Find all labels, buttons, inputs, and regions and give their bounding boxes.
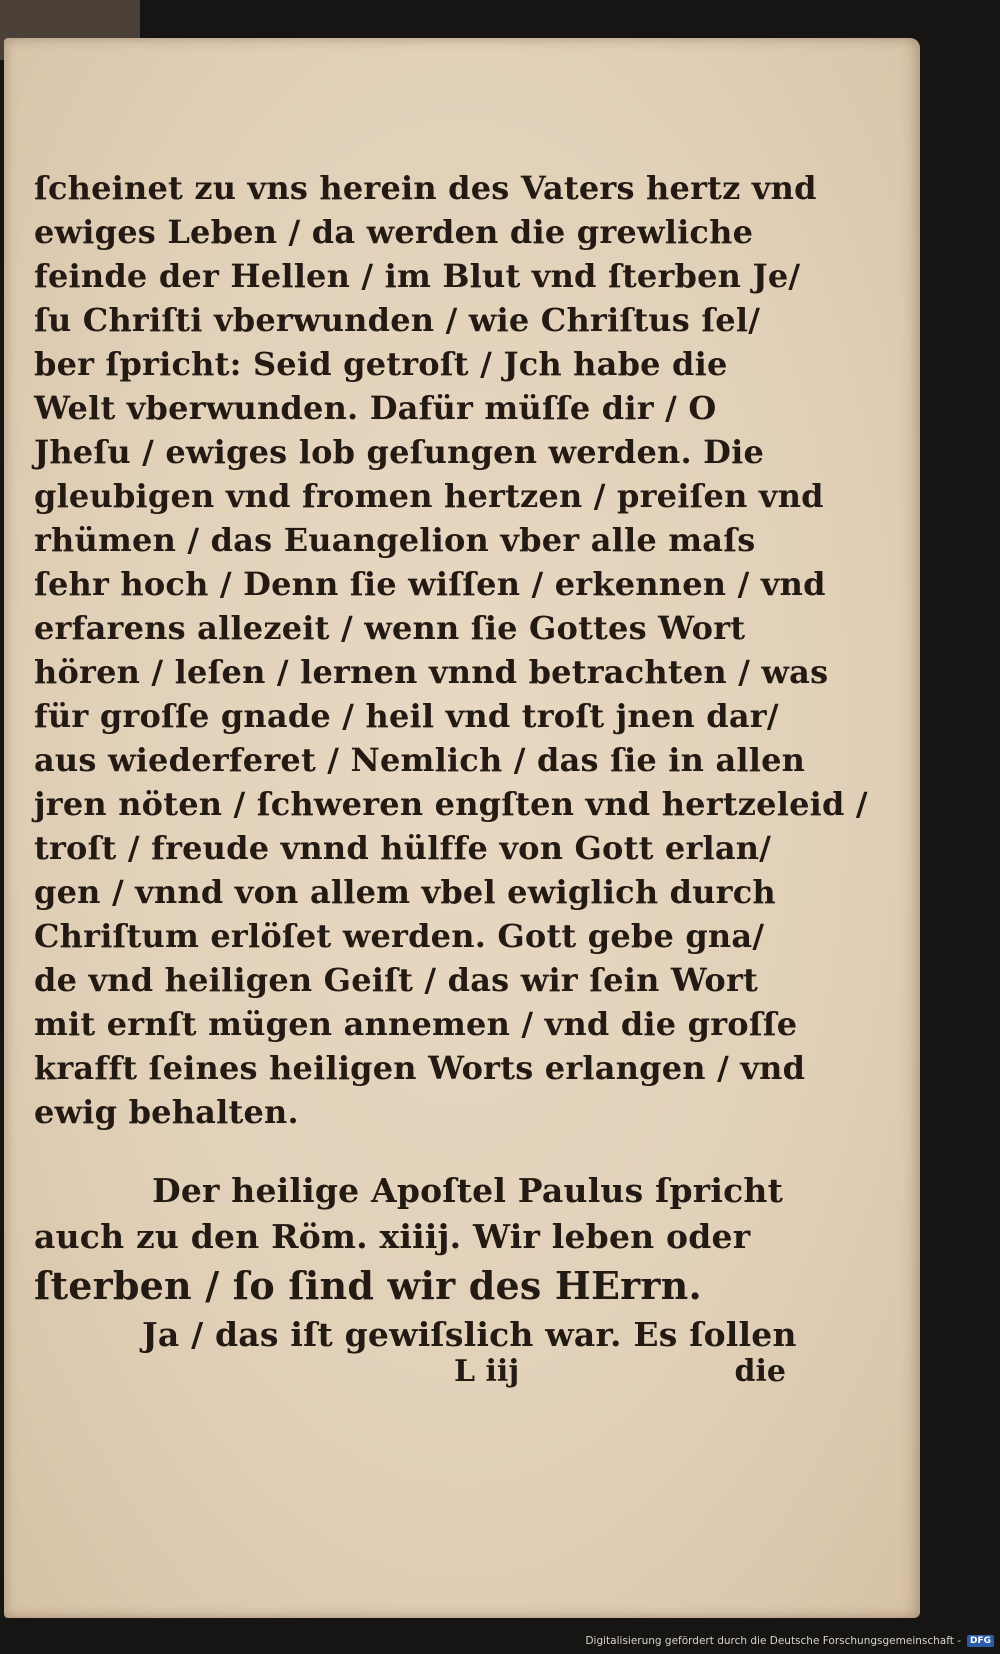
dfg-logo: DFG	[967, 1635, 994, 1647]
signature-mark: L iij	[454, 1354, 520, 1389]
text-line: troſt / freude vnnd hülffe von Gott erlan/	[34, 829, 772, 867]
catchword: die	[734, 1354, 786, 1389]
text-line: aus wiederferet / Nemlich / das ſie in allen	[34, 741, 806, 779]
text-line: hören / leſen / lernen vnnd betrachten / was	[34, 653, 829, 691]
text-line: mit ernſt mügen annemen / vnd die groſſe	[34, 1005, 798, 1043]
text-line: Jheſu / ewiges lob geſungen werden. Die	[34, 433, 765, 471]
text-line: Ja / das iſt gewiſslich war. Es ſollen	[142, 1315, 797, 1354]
text-line: jren nöten / ſchweren engſten vnd hertzeleid /	[34, 785, 868, 823]
page-footer	[34, 1354, 786, 1398]
text-line: ſcheinet zu vns herein des Vaters hertz vnd	[34, 169, 817, 207]
text-line: ewiges Leben / da werden die grewliche	[34, 213, 754, 251]
digitization-credit	[585, 1632, 994, 1650]
text-line: feinde der Hellen / im Blut vnd ſterben Je/	[34, 257, 801, 295]
text-line: erfarens allezeit / wenn ſie Gottes Wort	[34, 609, 746, 647]
text-line: de vnd heiligen Geiſt / das wir ſein Wort	[34, 961, 759, 999]
text-line: für groſſe gnade / heil vnd troſt jnen dar/	[34, 697, 779, 735]
text-line: krafft ſeines heiligen Worts erlangen / vnd	[34, 1049, 806, 1087]
text-line: Chriſtum erlöſet werden. Gott gebe gna/	[34, 917, 765, 955]
text-line: Welt vberwunden. Dafür müſſe dir / O	[34, 389, 717, 427]
text-line: ber ſpricht: Seid getroſt / Jch habe die	[34, 345, 728, 383]
text-line: ſu Chriſti vberwunden / wie Chriſtus ſel/	[34, 301, 761, 339]
book-page	[4, 38, 920, 1618]
paragraph-2	[34, 1168, 797, 1358]
text-line: gen / vnnd von allem vbel ewiglich durch	[34, 873, 776, 911]
text-line: ſehr hoch / Denn ſie wiſſen / erkennen / vnd	[34, 565, 826, 603]
page-text	[34, 166, 868, 1358]
text-line: Der heilige Apoſtel Paulus ſpricht	[152, 1171, 784, 1210]
credit-text: Digitalisierung gefördert durch die Deutsche Forschungsgemeinschaft -	[585, 1635, 961, 1647]
paragraph-spacer	[34, 1134, 786, 1168]
text-line: gleubigen vnd fromen hertzen / preiſen vnd	[34, 477, 824, 515]
text-line: ſterben / ſo ſind wir des HErrn.	[34, 1263, 702, 1308]
paragraph-1	[34, 166, 868, 1134]
text-line: ewig behalten.	[34, 1093, 299, 1131]
text-line: rhümen / das Euangelion vber alle maſs	[34, 521, 756, 559]
text-line: auch zu den Röm. xiiij. Wir leben oder	[34, 1217, 751, 1256]
